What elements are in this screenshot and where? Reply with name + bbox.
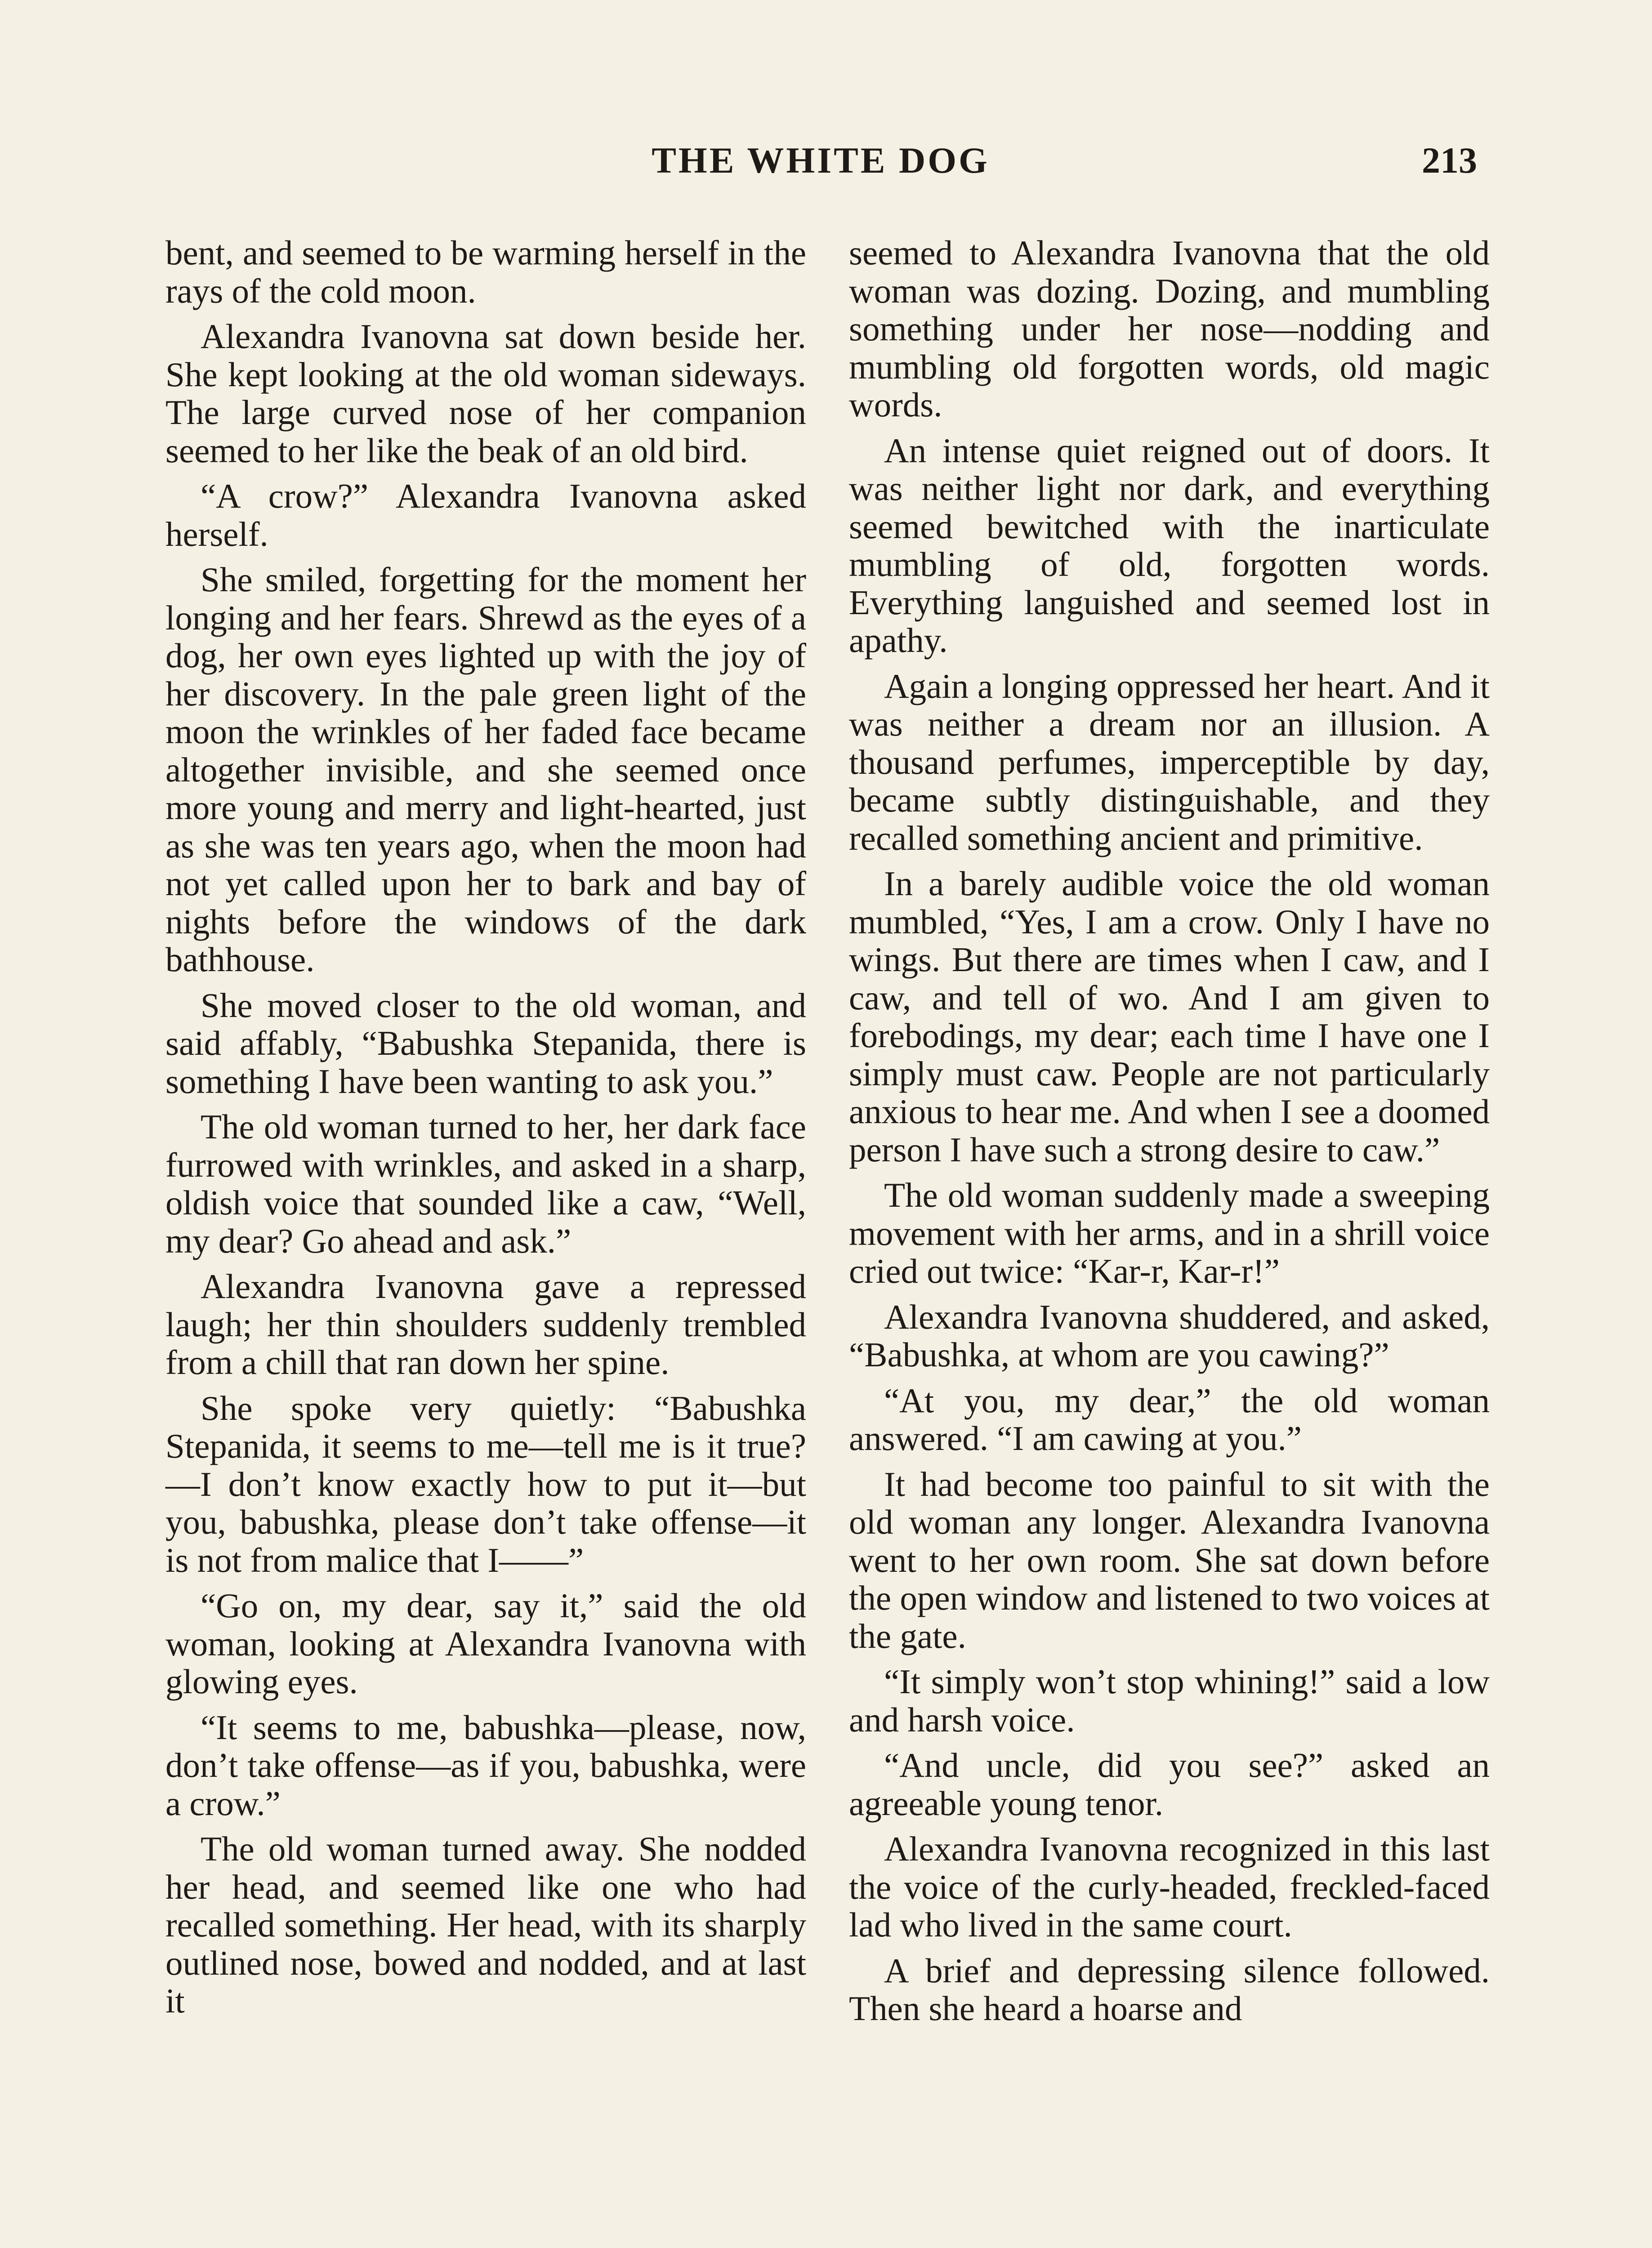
paragraph: The old woman suddenly made a sweeping movement with her arms, and in a shrill voice cried out twice: “Kar-r, Kar-r!” (849, 1176, 1490, 1290)
paragraph: Alexandra Ivanovna sat down beside her. She kept looking at the old woman sideways. The large curved nose of her companion seemed to her like the beak of an old bird. (165, 317, 806, 470)
paragraph: She moved closer to the old woman, and said affably, “Babushka Stepanida, there is something I have been wanting to ask you.” (165, 986, 806, 1101)
paragraph: “It simply won’t stop whining!” said a low and harsh voice. (849, 1662, 1490, 1739)
left-column (165, 234, 806, 2028)
paragraph: A brief and depressing silence followed. Then she heard a hoarse and (849, 1951, 1490, 2028)
paragraph: “At you, my dear,” the old woman answered. “I am cawing at you.” (849, 1381, 1490, 1458)
paragraph: “Go on, my dear, say it,” said the old woman, looking at Alexandra Ivanovna with glowing eyes. (165, 1586, 806, 1701)
paragraph: “And uncle, did you see?” asked an agreeable young tenor. (849, 1746, 1490, 1823)
page-header (164, 139, 1477, 193)
paragraph: In a barely audible voice the old woman mumbled, “Yes, I am a crow. Only I have no wings. But there are times when I caw, and I caw, and tell of wo. And I am given to forebodings, my dear; each time I have one I simply must caw. People are not particularly anxious to hear me. And when I see a doomed person I have such a strong desire to caw.” (849, 864, 1490, 1169)
paragraph: seemed to Alexandra Ivanovna that the old woman was dozing. Dozing, and mumbling something under her nose—nodding and mumbling old forgotten words, old magic words. (849, 233, 1490, 424)
paragraph: Alexandra Ivanovna gave a repressed laugh; her thin shoulders suddenly trembled from a chill that ran down her spine. (165, 1267, 806, 1382)
paragraph: The old woman turned to her, her dark face furrowed with wrinkles, and asked in a sharp, oldish voice that sounded like a caw, “Well, my dear? Go ahead and ask.” (165, 1107, 806, 1260)
paragraph: “It seems to me, babushka—please, now, don’t take offense—as if you, babushka, were a crow.” (165, 1708, 806, 1823)
paragraph: The old woman turned away. She nodded her head, and seemed like one who had recalled something. Her head, with its sharply outlined nose, bowed and nodded, and at last it (165, 1829, 806, 2020)
paragraph: She spoke very quietly: “Babushka Stepanida, it seems to me—tell me is it true?—I don’t know exactly how to put it—but you, babushka, please don’t take offense—it is not from malice that I——” (165, 1388, 806, 1579)
right-column (849, 234, 1490, 2035)
paragraph: Again a longing oppressed her heart. And it was neither a dream nor an illusion. A thousand perfumes, imperceptible by day, became subtly distinguishable, and they recalled something ancient and primitive. (849, 666, 1490, 857)
paragraph: bent, and seemed to be warming herself in the rays of the cold moon. (165, 233, 806, 310)
paragraph: Alexandra Ivanovna recognized in this last the voice of the curly-headed, freckled-faced lad who lived in the same court. (849, 1829, 1490, 1944)
paragraph: An intense quiet reigned out of doors. It was neither light nor dark, and everything seemed bewitched with the inarticulate mumbling of old, forgotten words. Everything languished and seemed lost in apathy. (849, 431, 1490, 660)
paragraph: Alexandra Ivanovna shuddered, and asked, “Babushka, at whom are you cawing?” (849, 1297, 1490, 1374)
paragraph: She smiled, forgetting for the moment her longing and her fears. Shrewd as the eyes of a dog, her own eyes lighted up with the joy of her discovery. In the pale green light of the moon the wrinkles of her faded face became altogether invisible, and she seemed once more young and merry and light-hearted, just as she was ten years ago, when the moon had not yet called upon her to bark and bay of nights before the windows of the dark bathhouse. (165, 560, 806, 979)
paragraph: It had become too painful to sit with the old woman any longer. Alexandra Ivanovna went to her own room. She sat down before the open window and listened to two voices at the gate. (849, 1464, 1490, 1655)
page-number: 213 (1422, 140, 1477, 181)
paragraph: “A crow?” Alexandra Ivanovna asked herself. (165, 477, 806, 553)
running-head: THE WHITE DOG (652, 140, 990, 181)
